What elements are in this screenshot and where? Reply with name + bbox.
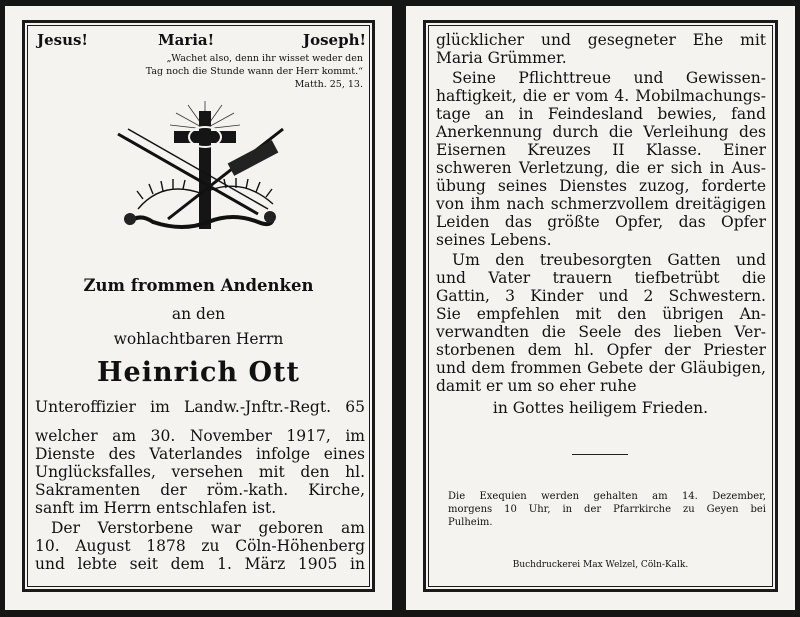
p1-line: glücklicher und gesegneter Ehe mit <box>436 31 766 49</box>
p2-line: von ihm nach schmerzvollem dreitägigen <box>436 195 766 213</box>
p3-line: damit er um so eher ruhe <box>436 377 637 395</box>
body2-line: 10. August 1878 zu Cöln-Höhenberg <box>35 537 365 555</box>
exequien-line: morgens 10 Uhr, in der Pfarrkirche zu Geyen bei <box>448 504 766 515</box>
p2-line: Leiden das größte Opfer, das Opfer <box>436 213 766 231</box>
p2-line: Eisernen Kreuzes II Klasse. Einer <box>436 141 766 159</box>
body-line: Sakramenten der röm.-kath. Kirche, <box>35 481 365 499</box>
body2-line: und lebte seit dem 1. März 1905 in <box>35 555 365 573</box>
printer-credit: Buchdruckerei Max Welzel, Cöln-Kalk. <box>512 560 689 570</box>
p2-line: haftigkeit, die er vom 4. Mobilmachungs- <box>436 87 766 105</box>
divider-rule <box>572 454 628 455</box>
body-line: Dienste des Vaterlandes infolge eines <box>35 445 365 463</box>
quote-line-1: „Wachet also, denn ihr wisset weder den <box>166 53 363 64</box>
p2-line: seines Lebens. <box>436 231 552 249</box>
exequien-line: Pulheim. <box>448 517 493 528</box>
p3-line: Sie empfehlen mit den übrigen An- <box>436 305 766 323</box>
p1-line: Maria Grümmer. <box>436 49 567 67</box>
memorial-heading: Zum frommen Andenken <box>83 276 314 295</box>
invocation-maria: Maria! <box>158 31 215 49</box>
p2-line: Anerkennung durch die Verleihung des <box>436 123 766 141</box>
honorific-text: wohlachtbaren Herrn <box>113 330 284 348</box>
cross-emblem-icon <box>108 99 288 239</box>
an-den-text: an den <box>171 305 226 323</box>
body2-line: Der Verstorbene war geboren am <box>51 519 365 537</box>
rank-text: Unteroffizier im Landw.-Jnftr.-Regt. 65 <box>35 398 365 416</box>
left-page <box>5 6 392 610</box>
p2-line: schweren Verletzung, die er sich in Aus- <box>436 159 766 177</box>
right-border-frame <box>423 20 778 592</box>
body-line: Unglücksfalles, versehen mit den hl. <box>35 463 365 481</box>
quote-source: Matth. 25, 13. <box>294 79 363 90</box>
body-line: welcher am 30. November 1917, im <box>35 427 365 445</box>
p2-line: tage an in Feindesland bewies, fand <box>436 105 766 123</box>
p3-line: Gattin, 3 Kinder und 2 Schwestern. <box>436 287 766 305</box>
deceased-name: Heinrich Ott <box>97 357 300 388</box>
p3-line: storbenen dem hl. Opfer der Priester <box>436 341 766 359</box>
left-border-frame <box>22 20 375 592</box>
closing-line: in Gottes heiligem Frieden. <box>492 399 709 417</box>
body-line: sanft im Herrn entschlafen ist. <box>35 499 277 517</box>
p3-line: und Vater trauern tiefbetrübt die <box>436 269 766 287</box>
p3-line: und dem frommen Gebete der Gläubigen, <box>436 359 766 377</box>
p3-line: verwandten die Seele des lieben Ver- <box>436 323 766 341</box>
p2-line: Seine Pflichttreue und Gewissen- <box>452 69 766 87</box>
quote-line-2: Tag noch die Stunde wann der Herr kommt.“ <box>145 66 363 77</box>
p3-line: Um den treubesorgten Gatten und <box>452 251 766 269</box>
p2-line: übung seines Dienstes zuzog, forderte <box>436 177 766 195</box>
exequien-line: Die Exequien werden gehalten am 14. Dezember, <box>448 491 766 502</box>
invocation-joseph: Joseph! <box>303 31 367 49</box>
invocation-jesus: Jesus! <box>37 31 89 49</box>
right-page <box>406 6 795 610</box>
